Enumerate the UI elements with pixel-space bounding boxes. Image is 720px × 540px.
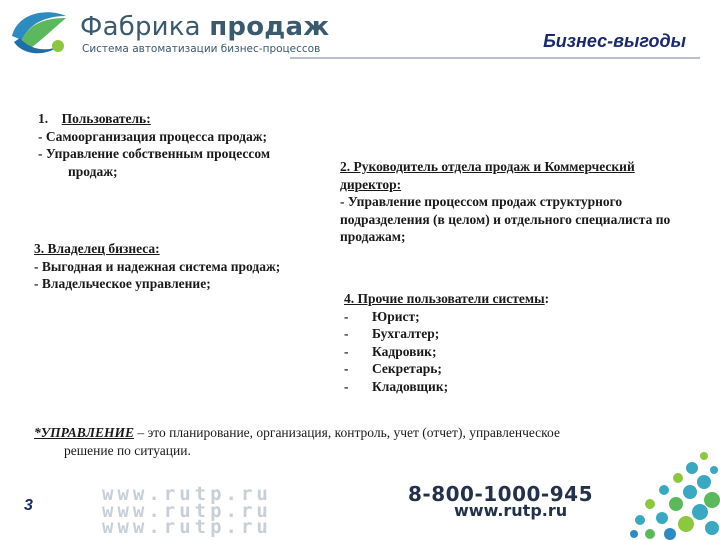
list-item: - Управление собственным процессом bbox=[38, 146, 271, 161]
benefit-block-user bbox=[38, 110, 308, 180]
benefit-block-owner bbox=[34, 240, 324, 293]
user-role-list bbox=[344, 308, 644, 396]
benefit-block-other-users bbox=[344, 290, 644, 395]
footer-watermark-text: www.rutp.ru bbox=[102, 483, 272, 505]
benefit-block-manager bbox=[340, 158, 690, 246]
list-item: - Секретарь; bbox=[344, 361, 442, 376]
footer-watermark-text: www.rutp.ru bbox=[102, 516, 272, 538]
brand-name: Фабрика продаж bbox=[80, 12, 330, 42]
list-item: - Кадровик; bbox=[344, 343, 437, 359]
brand-logo-icon bbox=[8, 6, 70, 60]
decorative-dots-icon bbox=[580, 438, 720, 540]
block-heading: 4. Прочие пользователи системы: bbox=[344, 291, 550, 306]
footer-watermark-text: www.rutp.ru bbox=[102, 500, 272, 522]
brand-subtitle: Система автоматизации бизнес-процессов bbox=[82, 43, 321, 55]
slide-title: Бизнес-выгоды bbox=[543, 31, 686, 51]
list-item: - Выгодная и надежная система продаж; bbox=[34, 258, 281, 274]
list-item: - Самоорганизация процесса продаж; bbox=[38, 128, 267, 144]
list-item: - Юрист; bbox=[344, 308, 420, 324]
list-item: - Владельческое управление; bbox=[34, 276, 211, 291]
list-item: - Бухгалтер; bbox=[344, 326, 440, 341]
block-heading: 1. Пользователь: bbox=[38, 111, 151, 126]
website-link[interactable]: www.rutp.ru bbox=[454, 501, 568, 520]
contact-phone: 8-800-1000-945 bbox=[408, 482, 593, 506]
management-definition-note: *УПРАВЛЕНИЕ – это планирование, организация, контроль, учет (отчет), управленческое решение по ситуации. bbox=[34, 425, 560, 458]
list-item: - Кладовщик; bbox=[344, 378, 449, 394]
block-text: - Управление процессом продаж структурного подразделения (в целом) и отдельного специалиста по продажам; bbox=[340, 194, 671, 244]
block-heading: 2. Руководитель отдела продаж и Коммерческий директор: bbox=[340, 159, 635, 192]
page-number: 3 bbox=[24, 497, 33, 514]
list-item-continuation: продаж; bbox=[68, 163, 118, 179]
block-heading: 3. Владелец бизнеса: bbox=[34, 241, 160, 256]
title-divider bbox=[290, 57, 700, 59]
